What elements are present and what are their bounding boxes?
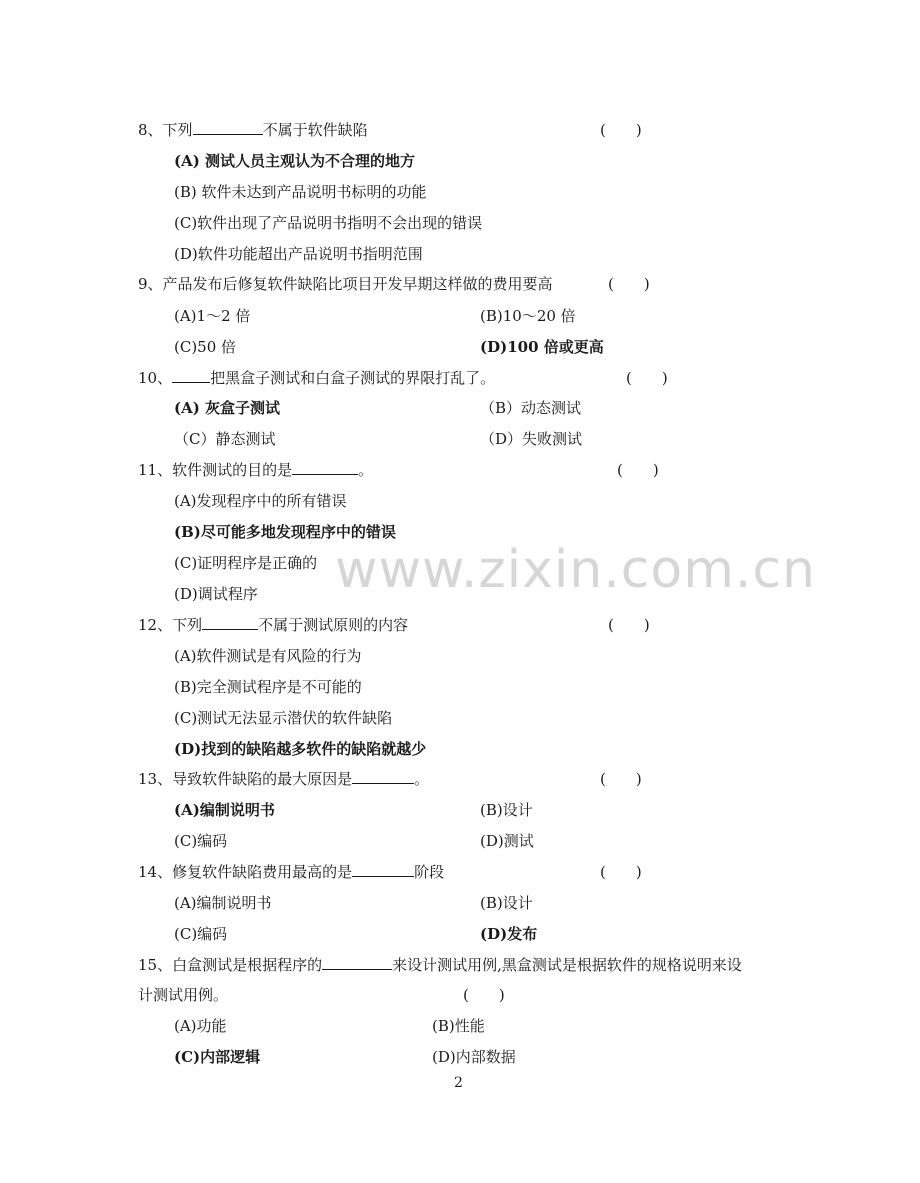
option-a: (A)功能 xyxy=(174,1017,227,1035)
question-text-pre: 导致软件缺陷的最大原因是 xyxy=(172,770,353,788)
answer-parentheses: ( ) xyxy=(600,121,642,139)
watermark: www.zixin.com.cn xyxy=(335,540,816,600)
question-12 xyxy=(138,615,408,635)
question-number: 12、 xyxy=(138,616,173,634)
answer-parentheses: ( ) xyxy=(608,275,650,293)
option-d: (D)发布 xyxy=(480,925,538,943)
question-number: 11、 xyxy=(138,461,173,479)
option-b: (B)设计 xyxy=(480,894,533,912)
option-d: (D)找到的缺陷越多软件的缺陷就越少 xyxy=(174,740,427,758)
question-15-continuation: 计测试用例。 xyxy=(138,986,229,1004)
option-d: （D）失败测试 xyxy=(480,430,583,448)
question-text-post: 不属于软件缺陷 xyxy=(262,121,368,139)
question-number: 15、 xyxy=(138,956,173,974)
option-a: (A) 测试人员主观认为不合理的地方 xyxy=(174,152,416,170)
question-text-pre: 下列 xyxy=(162,121,193,139)
question-text-pre: 修复软件缺陷费用最高的是 xyxy=(172,863,353,881)
answer-parentheses: ( ) xyxy=(463,986,505,1004)
answer-parentheses: ( ) xyxy=(608,616,650,634)
question-text-pre: 白盒测试是根据程序的 xyxy=(172,956,323,974)
option-b: (B) 软件未达到产品说明书标明的功能 xyxy=(174,183,427,201)
question-text-post: 阶段 xyxy=(414,863,445,881)
option-c: (C)编码 xyxy=(174,925,228,943)
option-a: (A)发现程序中的所有错误 xyxy=(174,492,347,510)
question-text-post: 把黑盒子测试和白盒子测试的界限打乱了。 xyxy=(210,369,496,387)
answer-parentheses: ( ) xyxy=(626,369,668,387)
page-number: 2 xyxy=(454,1075,463,1091)
option-a: (A)软件测试是有风险的行为 xyxy=(174,647,362,665)
option-d: (D)软件功能超出产品说明书指明范围 xyxy=(174,245,423,263)
option-d: (D)调试程序 xyxy=(174,585,258,603)
answer-blank xyxy=(292,460,358,475)
question-number: 8、 xyxy=(138,121,163,139)
option-a: (A) 灰盒子测试 xyxy=(174,399,281,417)
answer-blank xyxy=(352,862,414,877)
question-text-post: 。 xyxy=(358,461,374,479)
answer-parentheses: ( ) xyxy=(600,770,642,788)
question-9: 9、产品发布后修复软件缺陷比项目开发早期这样做的费用要高 xyxy=(138,275,553,293)
question-number: 14、 xyxy=(138,863,173,881)
answer-parentheses: ( ) xyxy=(617,461,659,479)
question-number: 13、 xyxy=(138,770,173,788)
option-d: (D)内部数据 xyxy=(432,1048,516,1066)
option-d: (D)100 倍或更高 xyxy=(480,338,604,356)
option-c: (C)测试无法显示潜伏的软件缺陷 xyxy=(174,709,393,727)
option-a: (A)编制说明书 xyxy=(174,801,275,819)
option-c: (C)证明程序是正确的 xyxy=(174,554,318,572)
question-14 xyxy=(138,862,444,882)
answer-blank xyxy=(322,955,392,970)
question-text-pre: 下列 xyxy=(172,616,203,634)
option-a: (A)1～2 倍 xyxy=(174,307,251,325)
question-text-pre: 软件测试的目的是 xyxy=(172,461,293,479)
option-c: （C）静态测试 xyxy=(174,430,276,448)
option-b: (B)10～20 倍 xyxy=(480,307,576,325)
option-c: (C)50 倍 xyxy=(174,338,237,356)
option-c: (C)内部逻辑 xyxy=(174,1048,261,1066)
option-b: （B）动态测试 xyxy=(480,399,582,417)
question-13 xyxy=(138,769,429,789)
question-10 xyxy=(138,368,495,388)
answer-blank xyxy=(172,368,210,383)
option-c: (C)编码 xyxy=(174,832,228,850)
option-c: (C)软件出现了产品说明书指明不会出现的错误 xyxy=(174,214,483,232)
question-11 xyxy=(138,460,373,480)
question-text-post: 来设计测试用例,黑盒测试是根据软件的规格说明来设 xyxy=(392,956,742,974)
option-b: (B)完全测试程序是不可能的 xyxy=(174,678,362,696)
answer-blank xyxy=(202,615,258,630)
option-b: (B)尽可能多地发现程序中的错误 xyxy=(174,523,396,541)
option-d: (D)测试 xyxy=(480,832,534,850)
answer-blank xyxy=(352,769,414,784)
answer-blank xyxy=(193,120,263,135)
question-number: 10、 xyxy=(138,369,173,387)
answer-parentheses: ( ) xyxy=(600,863,642,881)
option-b: (B)设计 xyxy=(480,801,533,819)
question-text-post: 。 xyxy=(414,770,430,788)
option-a: (A)编制说明书 xyxy=(174,894,272,912)
option-b: (B)性能 xyxy=(432,1017,485,1035)
question-text-post: 不属于测试原则的内容 xyxy=(258,616,409,634)
question-8 xyxy=(138,120,368,140)
question-15 xyxy=(138,955,742,975)
